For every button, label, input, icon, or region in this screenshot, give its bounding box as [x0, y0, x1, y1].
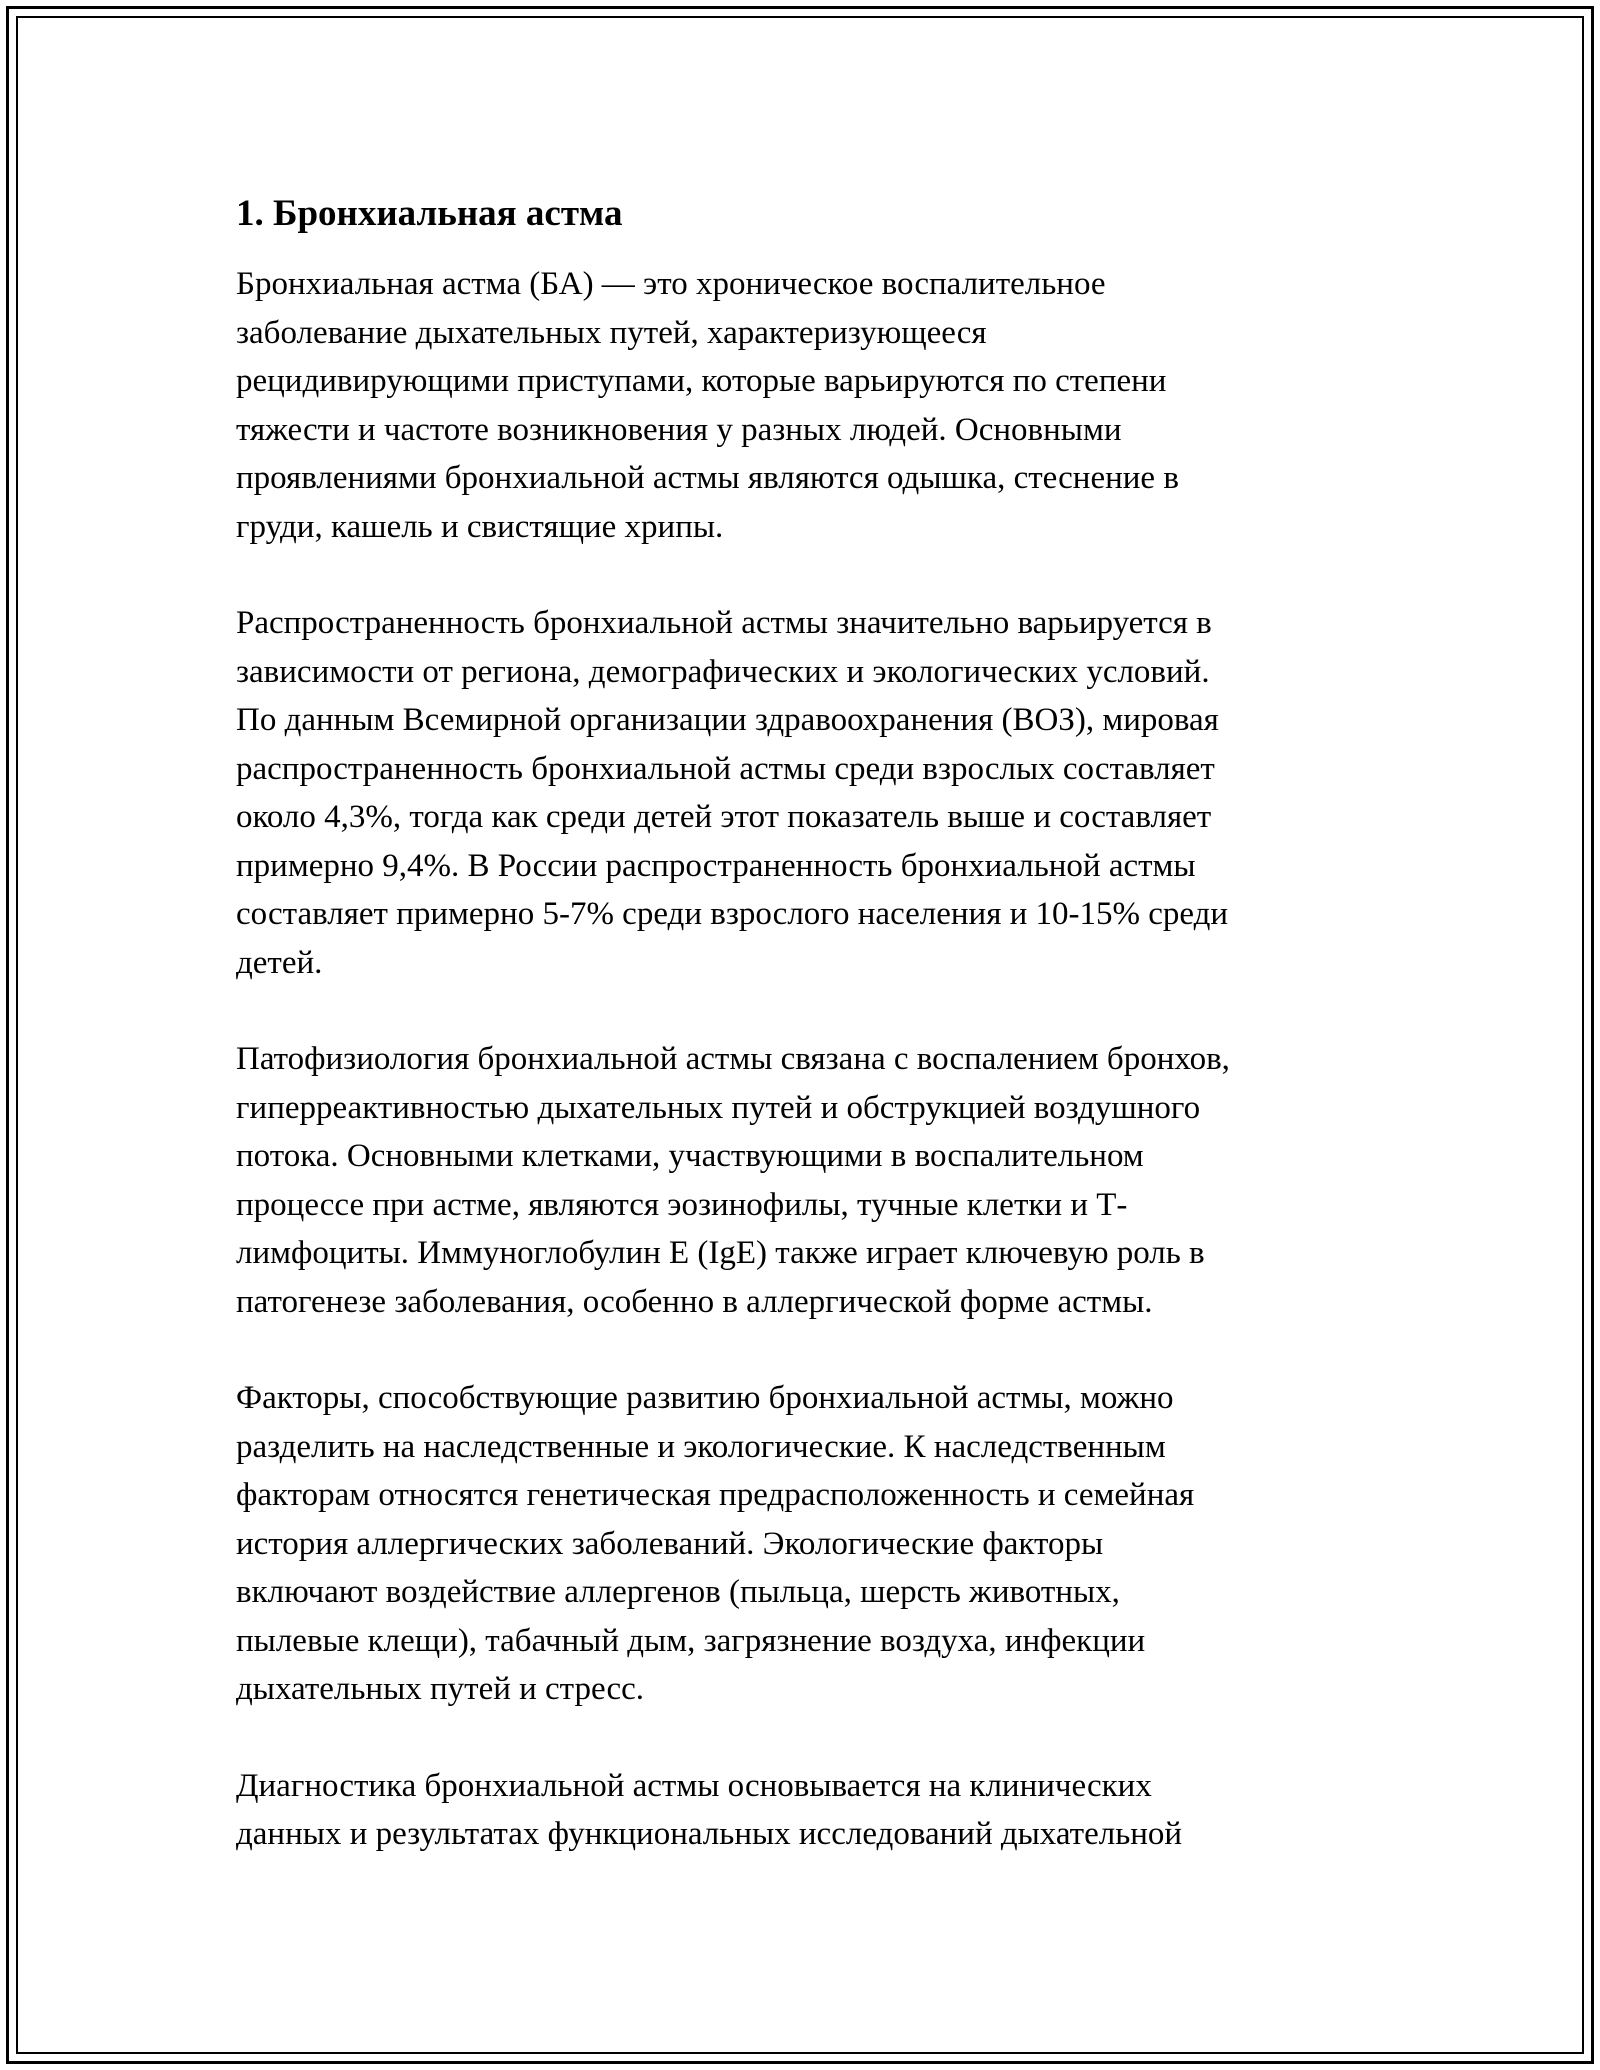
- text-line: заболевание дыхательных путей, характеризующееся: [236, 314, 987, 351]
- text-line: рецидивирующими приступами, которые варьируются по степени: [236, 363, 1167, 399]
- text-line: составляет примерно 5-7% среди взрослого населения и 10-15% среди: [236, 896, 1229, 932]
- text-line: данных и результатах функциональных исследований дыхательной: [236, 1816, 1183, 1852]
- text-line: лимфоциты. Иммуноглобулин E (IgE) также играет ключевую роль в: [236, 1235, 1205, 1271]
- document-body: [236, 188, 1366, 1907]
- text-line: Диагностика бронхиальной астмы основывается на клинических: [236, 1767, 1152, 1804]
- text-line: тяжести и частоте возникновения у разных людей. Основными: [236, 411, 1122, 448]
- text-line: потока. Основными клетками, участвующими в воспалительном: [236, 1138, 1144, 1174]
- paragraph-diagnostics: [236, 1762, 1366, 1859]
- text-line: детей.: [236, 944, 323, 981]
- paragraph-prevalence: [236, 599, 1366, 987]
- text-line: включают воздействие аллергенов (пыльца, шерсть животных,: [236, 1574, 1120, 1610]
- text-line: По данным Всемирной организации здравоохранения (ВОЗ), мировая: [236, 702, 1219, 738]
- text-line: процессе при астме, являются эозинофилы, тучные клетки и Т-: [236, 1186, 1128, 1223]
- text-line: пылевые клещи), табачный дым, загрязнение воздуха, инфекции: [236, 1622, 1146, 1659]
- text-line: гиперреактивностью дыхательных путей и обструкцией воздушного: [236, 1089, 1201, 1126]
- text-line: около 4,3%, тогда как среди детей этот показатель выше и составляет: [236, 799, 1212, 835]
- text-line: Распространенность бронхиальной астмы значительно варьируется в: [236, 605, 1212, 641]
- text-line: распространенность бронхиальной астмы среди взрослых составляет: [236, 750, 1215, 787]
- section-heading: 1. Бронхиальная астма: [236, 193, 623, 234]
- text-line: Факторы, способствующие развитию бронхиальной астмы, можно: [236, 1380, 1174, 1416]
- text-line: патогенезе заболевания, особенно в аллергической форме астмы.: [236, 1283, 1153, 1320]
- text-line: разделить на наследственные и экологические. К наследственным: [236, 1428, 1166, 1465]
- text-line: факторам относятся генетическая предрасположенность и семейная: [236, 1477, 1195, 1513]
- text-line: груди, кашель и свистящие хрипы.: [236, 508, 724, 545]
- paragraph-pathophysiology: [236, 1035, 1366, 1326]
- text-line: история аллергических заболеваний. Экологические факторы: [236, 1525, 1104, 1562]
- paragraph-definition: [236, 260, 1366, 551]
- text-line: дыхательных путей и стресс.: [236, 1671, 645, 1707]
- paragraph-risk-factors: [236, 1374, 1366, 1714]
- text-line: зависимости от региона, демографических и экологических условий.: [236, 653, 1210, 690]
- text-line: Патофизиология бронхиальной астмы связана с воспалением бронхов,: [236, 1041, 1230, 1077]
- text-line: примерно 9,4%. В России распространенность бронхиальной астмы: [236, 847, 1196, 884]
- text-line: Бронхиальная астма (БА) — это хроническое воспалительное: [236, 266, 1106, 302]
- text-line: проявлениями бронхиальной астмы являются одышка, стеснение в: [236, 460, 1179, 496]
